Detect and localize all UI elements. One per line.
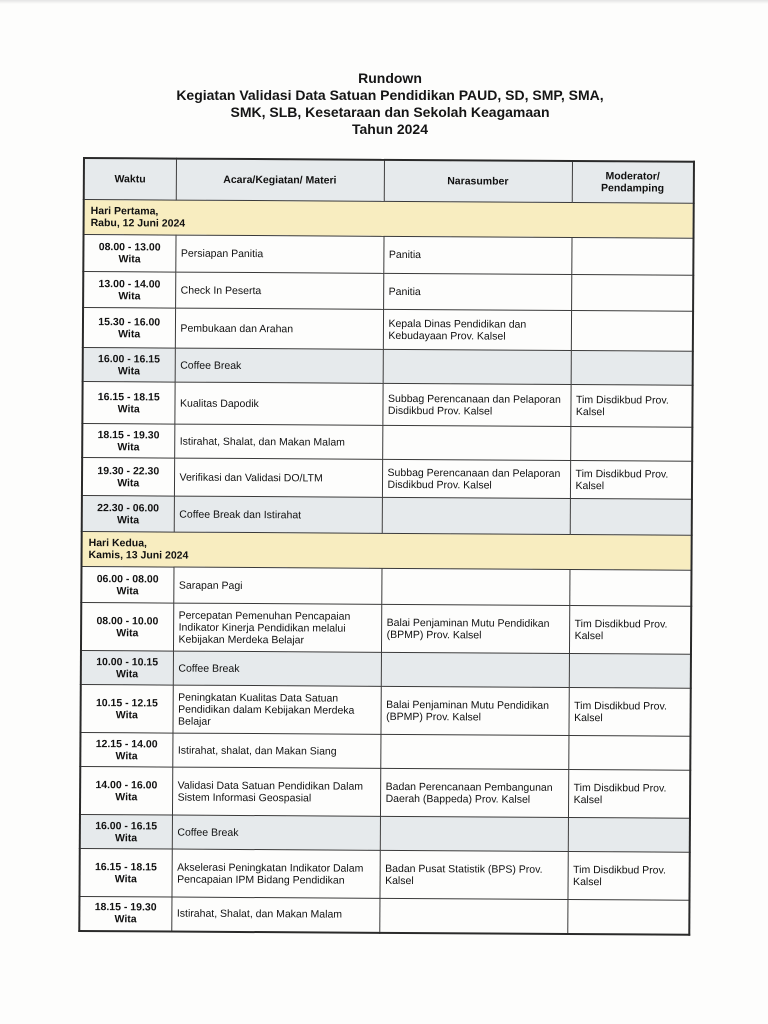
time-cell [82, 424, 174, 459]
moderator-cell [567, 899, 689, 934]
activity-cell: Check In Peserta [175, 272, 383, 309]
table-row [82, 424, 692, 462]
time-unit: Wita [115, 831, 138, 844]
activity-cell: Percepatan Pemenuhan Pencapaian Indikator Kinerja Pendidikan melalui Kebijakan Merdeka Belajar [173, 603, 381, 652]
activity-cell: Coffee Break [175, 348, 383, 383]
table-header-row [84, 158, 694, 203]
speaker-cell: Badan Perencanaan Pembangunan Daerah (Bappeda) Prov. Kalsel [380, 768, 568, 817]
table-row [80, 684, 690, 736]
table-row [80, 766, 690, 818]
speaker-cell [379, 898, 567, 933]
table-row [81, 650, 691, 688]
table-row [82, 382, 692, 428]
day-label-line1: Hari Kedua, [88, 537, 148, 550]
moderator-cell [571, 310, 693, 351]
time-cell [80, 732, 172, 767]
column-header-moderator: Moderator/ Pendamping [572, 161, 694, 203]
time-cell [83, 272, 175, 309]
time-unit: Wita [117, 476, 140, 489]
moderator-cell: Tim Disdikbud Prov. Kalsel [568, 687, 690, 736]
table-row [80, 732, 690, 770]
time-unit: Wita [116, 584, 139, 597]
moderator-cell: Tim Disdikbud Prov. Kalsel [569, 605, 691, 654]
day-label-line2: Rabu, 12 Juni 2024 [90, 217, 186, 230]
activity-cell: Peningkatan Kualitas Data Satuan Pendidikan dalam Kebijakan Merdeka Belajar [172, 685, 380, 734]
moderator-cell: Tim Disdikbud Prov. Kalsel [570, 460, 692, 499]
time-unit: Wita [118, 253, 141, 266]
time-range: 22.30 - 06.00 [97, 501, 160, 514]
table-row [79, 848, 689, 900]
moderator-cell [569, 569, 691, 606]
table-row [83, 308, 693, 352]
moderator-cell [571, 350, 693, 385]
speaker-cell: Balai Penjaminan Mutu Pendidikan (BPMP) Prov. Kalsel [381, 604, 569, 653]
speaker-cell: Balai Penjaminan Mutu Pendidikan (BPMP) Prov. Kalsel [380, 686, 568, 735]
moderator-cell [570, 426, 692, 461]
activity-cell: Pembukaan dan Arahan [175, 308, 383, 349]
activity-cell: Coffee Break dan Istirahat [174, 496, 382, 533]
time-range: 16.15 - 18.15 [97, 390, 160, 403]
moderator-cell: Tim Disdikbud Prov. Kalsel [567, 851, 689, 900]
title-line-2: Kegiatan Validasi Data Satuan Pendidikan PAUD, SD, SMP, SMA, [176, 87, 604, 103]
time-range: 13.00 - 14.00 [98, 277, 161, 290]
activity-cell: Persiapan Panitia [175, 235, 383, 273]
speaker-cell: Panitia [383, 236, 571, 274]
activity-cell: Kualitas Dapodik [174, 382, 382, 425]
time-range: 16.15 - 18.15 [94, 860, 157, 873]
activity-cell: Istirahat, shalat, dan Makan Siang [172, 733, 380, 768]
day-header-row [81, 531, 691, 570]
table-row [81, 566, 691, 606]
time-range: 18.15 - 19.30 [97, 428, 160, 441]
speaker-cell [380, 816, 568, 851]
time-unit: Wita [117, 440, 140, 453]
time-cell [81, 650, 173, 685]
speaker-cell [380, 734, 568, 769]
time-unit: Wita [115, 790, 138, 803]
time-cell [82, 458, 174, 497]
moderator-cell [568, 817, 690, 852]
activity-cell: Istirahat, Shalat, dan Makan Malam [174, 424, 382, 459]
table-row [79, 896, 689, 934]
time-cell [80, 766, 172, 815]
table-row [83, 272, 693, 312]
time-unit: Wita [118, 289, 141, 302]
time-cell [81, 566, 173, 603]
time-range: 15.30 - 16.00 [98, 315, 161, 328]
time-unit: Wita [115, 708, 138, 721]
time-cell [80, 814, 172, 849]
time-cell [79, 848, 171, 897]
activity-cell: Verifikasi dan Validasi DO/LTM [174, 458, 382, 497]
table-body [79, 200, 693, 935]
table-row [81, 602, 691, 654]
time-cell [83, 308, 175, 349]
time-unit: Wita [117, 364, 141, 377]
document-title [0, 70, 768, 138]
column-header-acara: Acara/Kegiatan/ Materi [176, 159, 384, 202]
activity-cell: Akselerasi Peningkatan Indikator Dalam Pencapaian IPM Bidang Pendidikan [171, 849, 379, 898]
speaker-cell [383, 349, 571, 384]
title-line-4: Tahun 2024 [352, 121, 428, 137]
table-row [80, 814, 690, 852]
moderator-cell [571, 274, 693, 311]
day-label [84, 200, 694, 239]
time-range: 10.00 - 10.15 [96, 655, 159, 668]
time-unit: Wita [115, 749, 138, 762]
speaker-cell [381, 568, 569, 605]
moderator-cell [568, 735, 690, 770]
time-unit: Wita [116, 513, 140, 526]
time-cell [81, 602, 173, 651]
rundown-sheet [78, 157, 693, 935]
time-cell [83, 348, 175, 383]
day-label-line1: Hari Pertama, [90, 205, 159, 218]
speaker-cell [381, 652, 569, 687]
time-range: 18.15 - 19.30 [94, 901, 157, 914]
moderator-cell [570, 498, 692, 535]
day-label-line2: Kamis, 13 Juni 2024 [88, 549, 189, 562]
moderator-cell: Tim Disdikbud Prov. Kalsel [568, 769, 690, 818]
scan-edge [0, 0, 768, 4]
speaker-cell: Badan Pusat Statistik (BPS) Prov. Kalsel [379, 850, 567, 899]
table-row [82, 458, 692, 500]
time-range: 08.00 - 10.00 [96, 614, 159, 627]
time-cell [79, 896, 171, 931]
table-row [83, 348, 693, 386]
speaker-cell [382, 425, 570, 460]
time-cell [83, 235, 175, 273]
time-unit: Wita [117, 402, 140, 415]
activity-cell: Coffee Break [172, 815, 380, 850]
time-unit: Wita [114, 913, 137, 926]
title-line-1: Rundown [358, 70, 422, 86]
time-range: 16.00 - 16.15 [95, 819, 158, 832]
speaker-cell [382, 497, 570, 534]
time-range: 16.00 - 16.15 [98, 352, 160, 365]
time-cell [80, 684, 172, 733]
speaker-cell: Subbag Perencanaan dan Pelaporan Disdikbud Prov. Kalsel [382, 383, 570, 426]
table-row [83, 235, 693, 276]
time-unit: Wita [114, 872, 137, 885]
time-range: 14.00 - 16.00 [95, 778, 158, 791]
time-unit: Wita [116, 667, 139, 680]
moderator-cell [571, 237, 693, 275]
time-unit: Wita [116, 626, 139, 639]
day-header-row [84, 200, 694, 239]
moderator-cell [569, 653, 691, 688]
activity-cell: Validasi Data Satuan Pendidikan Dalam Sistem Informasi Geospasial [172, 767, 380, 816]
time-range: 10.15 - 12.15 [95, 696, 158, 709]
activity-cell: Istirahat, Shalat, dan Makan Malam [171, 897, 379, 932]
moderator-cell: Tim Disdikbud Prov. Kalsel [570, 384, 692, 427]
rundown-table [78, 157, 695, 935]
time-cell [82, 495, 174, 532]
time-range: 12.15 - 14.00 [95, 737, 158, 750]
time-unit: Wita [118, 327, 141, 340]
activity-cell: Coffee Break [173, 651, 381, 686]
column-header-waktu: Waktu [84, 158, 176, 200]
activity-cell: Sarapan Pagi [173, 567, 381, 604]
day-label [81, 531, 691, 570]
time-range: 06.00 - 08.00 [96, 572, 159, 585]
speaker-cell: Kepala Dinas Pendidikan dan Kebudayaan Prov. Kalsel [383, 309, 571, 350]
time-range: 19.30 - 22.30 [97, 464, 160, 477]
speaker-cell: Subbag Perencanaan dan Pelaporan Disdikbud Prov. Kalsel [382, 459, 570, 498]
title-line-3: SMK, SLB, Kesetaraan dan Sekolah Keagamaan [230, 104, 550, 120]
table-row [82, 495, 692, 535]
speaker-cell: Panitia [383, 273, 571, 310]
column-header-narasumber: Narasumber [384, 160, 572, 203]
time-cell [82, 382, 174, 425]
time-range: 08.00 - 13.00 [98, 241, 161, 254]
